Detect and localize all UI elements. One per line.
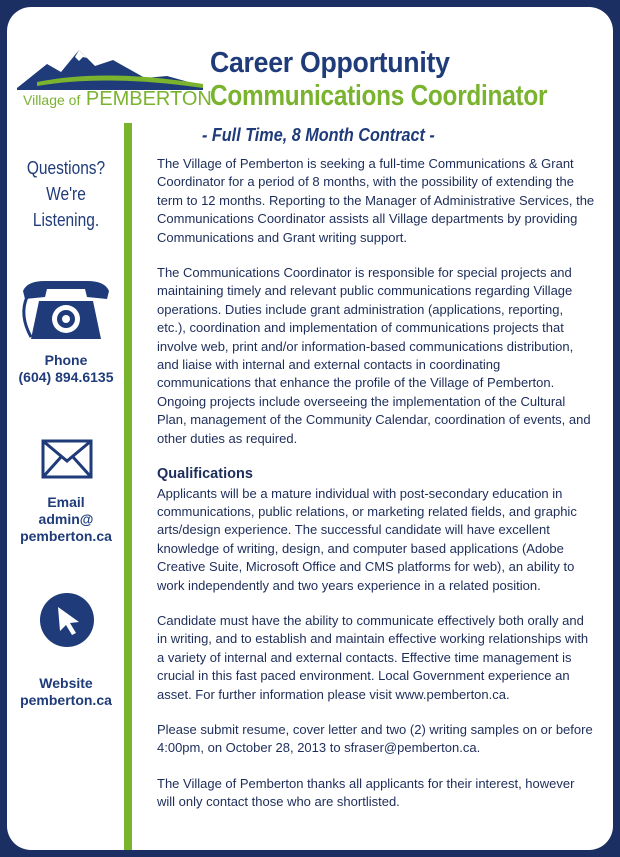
job-description xyxy=(157,155,595,829)
website-contact xyxy=(7,675,125,709)
cursor-icon xyxy=(39,592,95,648)
email-value-line2: pemberton.ca xyxy=(20,528,112,544)
envelope-icon xyxy=(41,439,93,479)
skills-paragraph: Candidate must have the ability to communicate effectively both orally and in writing, and to establish and maintain effective working relationships with a variety of internal and external contacts. Effective time management is crucial in this fast paced environment. Local Government experience an asset. For further information please visit www.pemberton.ca. xyxy=(157,612,589,702)
phone-label: Phone xyxy=(44,352,88,368)
email-label: Email xyxy=(47,494,85,510)
logo-prefix: Village of xyxy=(23,92,81,108)
mountain-icon xyxy=(17,42,207,94)
subtitle: - Full Time, 8 Month Contract - xyxy=(202,125,435,145)
title-line2: Communications Coordinator xyxy=(210,80,548,112)
divider-bar xyxy=(124,123,132,850)
intro-paragraph: The Village of Pemberton is seeking a full-time Communications & Grant Coordinator for a period of 8 months, with the possibility of extending the term to 12 months. Reporting to the Manager of Administrative Services, the Communications Coordinator assists all Village departments by providing Communications and Grant writing support. xyxy=(157,156,595,245)
logo-wordmark xyxy=(23,88,212,111)
qualifications-heading: Qualifications xyxy=(157,466,253,483)
duties-paragraph: The Communications Coordinator is responsible for special projects and maintaining timely and relevant public communications regarding Village operations. Duties include grant administration (applications, reporting, etc.), coordination and implementation of communications projects that involve web, print and/or information-based communications distribution, and liaise with internal and external contacts in coordinating communications that enhance the profile of the Village of Pemberton. Ongoing projects include overseeing the implementation of the Cultural Plan, management of the Community Calendar, coordination of events, and other duties as required. xyxy=(157,265,591,446)
website-label: Website xyxy=(39,675,93,691)
pemberton-logo xyxy=(17,42,212,117)
phone-value: (604) 894.6135 xyxy=(18,369,114,385)
logo-main: PEMBERTON xyxy=(85,88,212,110)
job-posting-card xyxy=(7,7,613,850)
closing-paragraph: The Village of Pemberton thanks all applicants for their interest, however will only contact those who are shortlisted. xyxy=(157,775,575,810)
qualifications-paragraph: Applicants will be a mature individual with post-secondary education in communications, public relations, or marketing related fields, and graphic arts/design experience. The successful candidate will have excellent knowledge of writing, design, and computer based applications (Adobe Creative Suite, Microsoft Office and CMS platforms for web), an ability to work independently and two years experience in a related position. xyxy=(157,485,577,593)
website-value: pemberton.ca xyxy=(20,692,112,708)
questions-line3: Listening. xyxy=(32,210,100,230)
questions-heading xyxy=(15,155,116,233)
phone-contact xyxy=(7,352,125,386)
questions-line2: We're xyxy=(46,184,86,204)
submission-paragraph: Please submit resume, cover letter and two (2) writing samples on or before 4:00pm, on October 28, 2013 to sfraser@pemberton.ca. xyxy=(157,721,593,756)
title-line1: Career Opportunity xyxy=(210,47,450,79)
email-contact xyxy=(7,494,125,545)
telephone-icon xyxy=(17,275,115,345)
questions-line1: Questions? xyxy=(26,158,106,178)
email-value-line1: admin@ xyxy=(38,511,94,527)
